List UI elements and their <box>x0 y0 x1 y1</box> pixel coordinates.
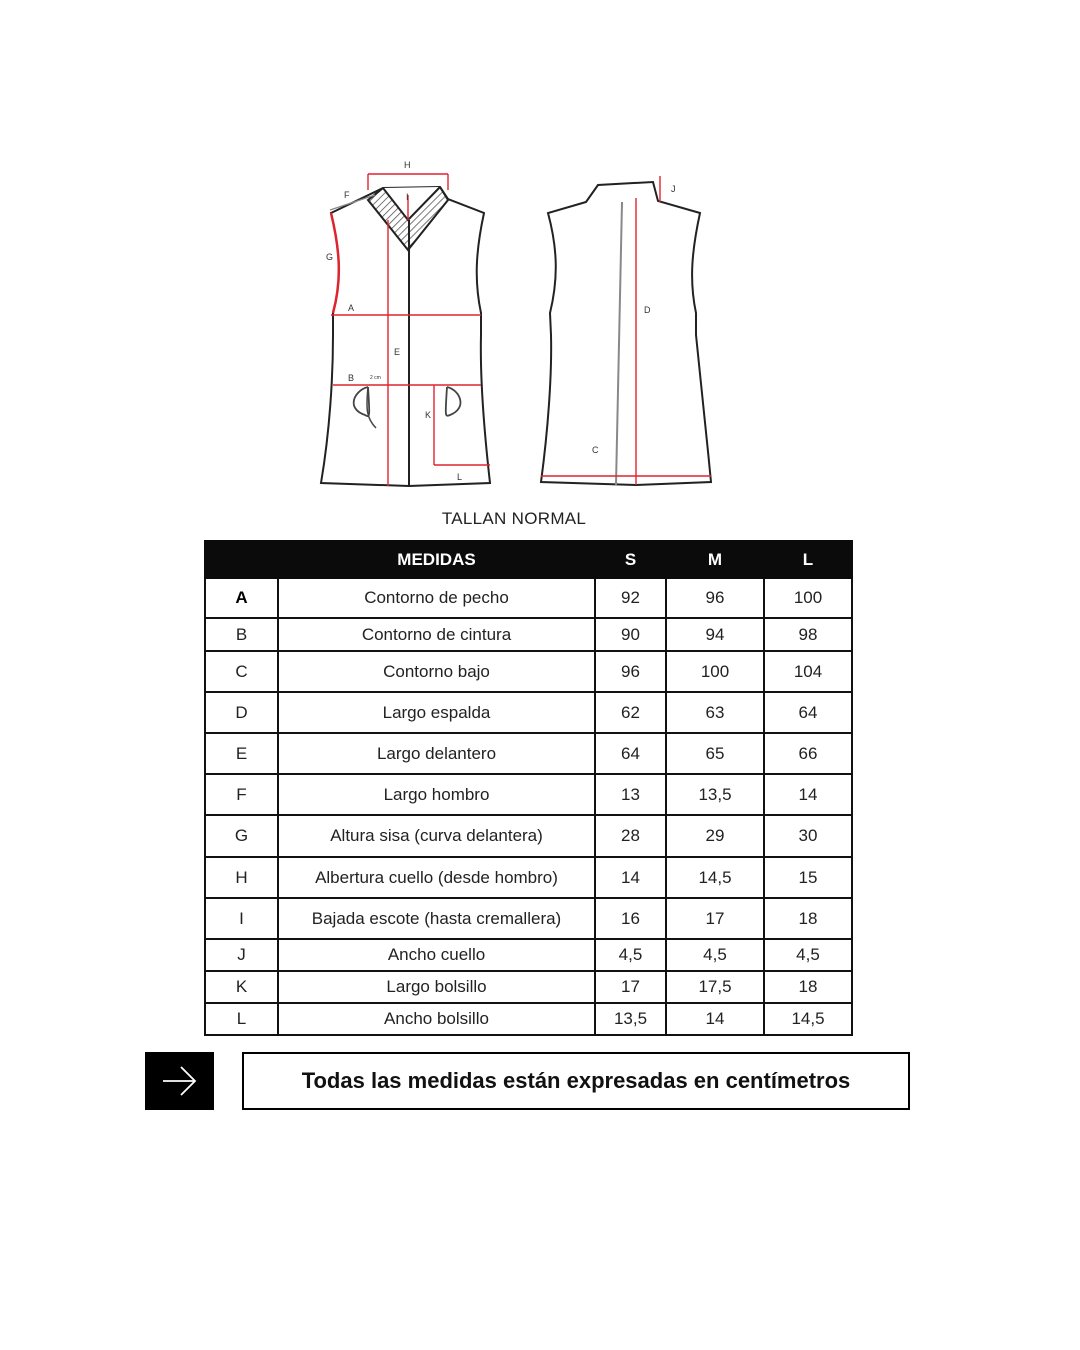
row-measure-name: Ancho bolsillo <box>278 1003 595 1035</box>
svg-text:J: J <box>671 184 676 194</box>
row-value-s: 13 <box>595 774 666 815</box>
row-letter: F <box>205 774 278 815</box>
svg-text:I: I <box>406 192 409 202</box>
vest-measurement-diagram <box>300 150 730 500</box>
row-value-s: 62 <box>595 692 666 733</box>
row-value-m: 13,5 <box>666 774 764 815</box>
row-letter: E <box>205 733 278 774</box>
row-letter: C <box>205 651 278 692</box>
svg-text:K: K <box>425 410 432 420</box>
row-value-m: 17,5 <box>666 971 764 1003</box>
row-value-m: 63 <box>666 692 764 733</box>
row-letter: J <box>205 939 278 971</box>
row-value-l: 4,5 <box>764 939 852 971</box>
row-letter: H <box>205 857 278 898</box>
back-vest-drawing <box>541 182 711 485</box>
row-value-l: 98 <box>764 618 852 651</box>
header-size-s: S <box>595 541 666 578</box>
row-value-m: 17 <box>666 898 764 939</box>
header-letter <box>205 541 278 578</box>
row-letter: I <box>205 898 278 939</box>
row-measure-name: Contorno bajo <box>278 651 595 692</box>
row-value-l: 30 <box>764 815 852 857</box>
svg-text:A: A <box>348 303 355 313</box>
table-row <box>205 898 852 939</box>
table-row <box>205 774 852 815</box>
row-value-s: 90 <box>595 618 666 651</box>
row-value-s: 64 <box>595 733 666 774</box>
size-table <box>204 540 853 1036</box>
row-value-l: 14 <box>764 774 852 815</box>
table-row <box>205 618 852 651</box>
row-letter: D <box>205 692 278 733</box>
svg-text:B: B <box>348 373 355 383</box>
row-letter: K <box>205 971 278 1003</box>
table-row <box>205 692 852 733</box>
svg-text:F: F <box>344 190 350 200</box>
svg-text:H: H <box>404 160 411 170</box>
row-letter: G <box>205 815 278 857</box>
table-header-row <box>205 541 852 578</box>
row-value-s: 4,5 <box>595 939 666 971</box>
header-size-l: L <box>764 541 852 578</box>
row-value-m: 14 <box>666 1003 764 1035</box>
header-medidas: MEDIDAS <box>278 541 595 578</box>
row-value-l: 14,5 <box>764 1003 852 1035</box>
row-value-m: 94 <box>666 618 764 651</box>
row-measure-name: Largo delantero <box>278 733 595 774</box>
arrow-button[interactable] <box>145 1052 214 1110</box>
units-note <box>242 1052 910 1110</box>
row-value-s: 17 <box>595 971 666 1003</box>
row-value-l: 15 <box>764 857 852 898</box>
row-value-l: 18 <box>764 898 852 939</box>
row-value-m: 29 <box>666 815 764 857</box>
units-note-text: Todas las medidas están expresadas en centímetros <box>301 1068 851 1093</box>
row-value-s: 92 <box>595 578 666 618</box>
table-row <box>205 857 852 898</box>
table-row <box>205 578 852 618</box>
row-measure-name: Largo hombro <box>278 774 595 815</box>
table-row <box>205 733 852 774</box>
svg-text:2 cm: 2 cm <box>370 375 381 381</box>
row-value-s: 96 <box>595 651 666 692</box>
fit-caption: TALLAN NORMAL <box>441 509 587 528</box>
row-value-s: 28 <box>595 815 666 857</box>
row-value-m: 96 <box>666 578 764 618</box>
arrow-right-icon <box>145 1052 214 1110</box>
svg-text:G: G <box>326 252 334 262</box>
front-vest-drawing <box>321 187 490 486</box>
row-measure-name: Contorno de cintura <box>278 618 595 651</box>
row-measure-name: Bajada escote (hasta cremallera) <box>278 898 595 939</box>
row-letter: L <box>205 1003 278 1035</box>
table-row <box>205 939 852 971</box>
row-value-l: 66 <box>764 733 852 774</box>
svg-text:D: D <box>644 305 651 315</box>
table-row <box>205 651 852 692</box>
table-row <box>205 1003 852 1035</box>
row-measure-name: Ancho cuello <box>278 939 595 971</box>
row-letter: B <box>205 618 278 651</box>
row-value-l: 64 <box>764 692 852 733</box>
header-size-m: M <box>666 541 764 578</box>
row-value-m: 65 <box>666 733 764 774</box>
table-row <box>205 815 852 857</box>
row-measure-name: Contorno de pecho <box>278 578 595 618</box>
row-value-l: 18 <box>764 971 852 1003</box>
row-measure-name: Largo bolsillo <box>278 971 595 1003</box>
row-value-s: 13,5 <box>595 1003 666 1035</box>
row-value-m: 4,5 <box>666 939 764 971</box>
svg-text:L: L <box>457 472 463 482</box>
row-value-s: 14 <box>595 857 666 898</box>
row-measure-name: Largo espalda <box>278 692 595 733</box>
row-value-m: 100 <box>666 651 764 692</box>
row-value-m: 14,5 <box>666 857 764 898</box>
row-measure-name: Albertura cuello (desde hombro) <box>278 857 595 898</box>
row-value-s: 16 <box>595 898 666 939</box>
table-row <box>205 971 852 1003</box>
row-value-l: 104 <box>764 651 852 692</box>
row-value-l: 100 <box>764 578 852 618</box>
row-letter: A <box>205 578 278 618</box>
svg-text:C: C <box>592 445 599 455</box>
row-measure-name: Altura sisa (curva delantera) <box>278 815 595 857</box>
svg-text:E: E <box>394 347 401 357</box>
